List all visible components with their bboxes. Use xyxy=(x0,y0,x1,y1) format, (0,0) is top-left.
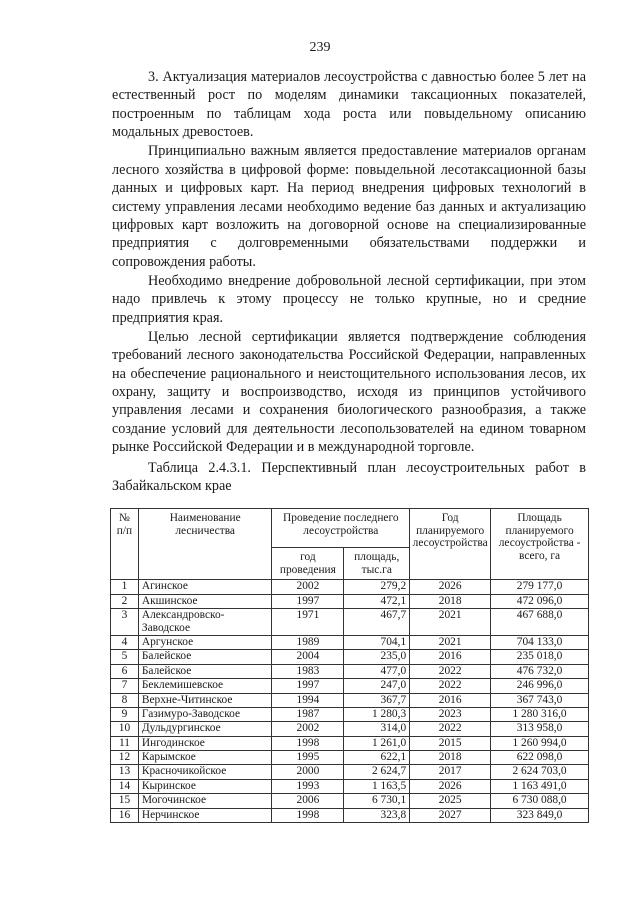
table-row xyxy=(111,736,589,750)
cell-year: 1997 xyxy=(272,594,344,608)
cell-num: 12 xyxy=(111,751,139,765)
cell-name: Беклемишевское xyxy=(138,679,272,693)
cell-area: 704,1 xyxy=(344,635,410,649)
table-row xyxy=(111,635,589,649)
cell-plan-year: 2016 xyxy=(410,693,491,707)
cell-name: Балейское xyxy=(138,664,272,678)
cell-num: 13 xyxy=(111,765,139,779)
cell-total: 704 133,0 xyxy=(491,635,589,649)
cell-num: 11 xyxy=(111,736,139,750)
cell-area: 1 261,0 xyxy=(344,736,410,750)
cell-total: 313 958,0 xyxy=(491,722,589,736)
cell-name: Нерчинское xyxy=(138,808,272,822)
cell-total: 279 177,0 xyxy=(491,580,589,594)
cell-num: 8 xyxy=(111,693,139,707)
cell-area: 247,0 xyxy=(344,679,410,693)
cell-name: Аргунское xyxy=(138,635,272,649)
cell-plan-year: 2021 xyxy=(410,635,491,649)
cell-total: 235 018,0 xyxy=(491,650,589,664)
cell-total: 472 096,0 xyxy=(491,594,589,608)
cell-total: 367 743,0 xyxy=(491,693,589,707)
cell-name: Агинское xyxy=(138,580,272,594)
header-num: № п/п xyxy=(111,509,139,580)
paragraph: Необходимо внедрение добровольной лесной сертификации, при этом надо привлечь к этому процессу не только крупные, но и средние предприятия края. xyxy=(112,272,586,326)
table-row xyxy=(111,679,589,693)
cell-plan-year: 2015 xyxy=(410,736,491,750)
cell-area: 367,7 xyxy=(344,693,410,707)
cell-year: 2000 xyxy=(272,765,344,779)
cell-year: 1983 xyxy=(272,664,344,678)
table-row xyxy=(111,693,589,707)
cell-total: 1 260 994,0 xyxy=(491,736,589,750)
cell-num: 10 xyxy=(111,722,139,736)
cell-plan-year: 2021 xyxy=(410,608,491,635)
table-body xyxy=(111,580,589,823)
cell-total: 476 732,0 xyxy=(491,664,589,678)
cell-area: 477,0 xyxy=(344,664,410,678)
table-row xyxy=(111,608,589,635)
cell-year: 1997 xyxy=(272,679,344,693)
cell-year: 2006 xyxy=(272,794,344,808)
cell-name: Карымское xyxy=(138,751,272,765)
cell-name: Балейское xyxy=(138,650,272,664)
cell-area: 467,7 xyxy=(344,608,410,635)
cell-plan-year: 2016 xyxy=(410,650,491,664)
cell-area: 323,8 xyxy=(344,808,410,822)
cell-plan-year: 2022 xyxy=(410,664,491,678)
table-row xyxy=(111,707,589,721)
cell-area: 1 280,3 xyxy=(344,707,410,721)
cell-num: 16 xyxy=(111,808,139,822)
cell-num: 1 xyxy=(111,580,139,594)
table-row xyxy=(111,594,589,608)
cell-plan-year: 2026 xyxy=(410,779,491,793)
cell-year: 1995 xyxy=(272,751,344,765)
cell-name: Александровско-Заводское xyxy=(138,608,272,635)
cell-area: 6 730,1 xyxy=(344,794,410,808)
header-plan-year: Год планируемого лесоустройства xyxy=(410,509,491,580)
cell-num: 7 xyxy=(111,679,139,693)
cell-plan-year: 2017 xyxy=(410,765,491,779)
cell-total: 323 849,0 xyxy=(491,808,589,822)
table-caption: Таблица 2.4.3.1. Перспективный план лесоустроительных работ в Забайкальском крае xyxy=(112,460,586,495)
table-row xyxy=(111,808,589,822)
cell-total: 467 688,0 xyxy=(491,608,589,635)
cell-plan-year: 2023 xyxy=(410,707,491,721)
cell-year: 1993 xyxy=(272,779,344,793)
cell-year: 1994 xyxy=(272,693,344,707)
cell-area: 2 624,7 xyxy=(344,765,410,779)
cell-plan-year: 2022 xyxy=(410,722,491,736)
cell-plan-year: 2018 xyxy=(410,751,491,765)
cell-num: 3 xyxy=(111,608,139,635)
table-row xyxy=(111,664,589,678)
cell-num: 14 xyxy=(111,779,139,793)
page-number: 239 xyxy=(309,40,331,55)
cell-name: Могочинское xyxy=(138,794,272,808)
cell-total: 622 098,0 xyxy=(491,751,589,765)
cell-total: 1 280 316,0 xyxy=(491,707,589,721)
table-row xyxy=(111,751,589,765)
cell-year: 2002 xyxy=(272,722,344,736)
table-row xyxy=(111,794,589,808)
header-last-area: площадь, тыс.га xyxy=(344,548,410,580)
cell-year: 2004 xyxy=(272,650,344,664)
cell-total: 1 163 491,0 xyxy=(491,779,589,793)
cell-year: 1987 xyxy=(272,707,344,721)
table-row xyxy=(111,650,589,664)
header-last: Проведение последнего лесоустройства xyxy=(272,509,410,548)
cell-total: 6 730 088,0 xyxy=(491,794,589,808)
cell-plan-year: 2022 xyxy=(410,679,491,693)
cell-name: Дульдургинское xyxy=(138,722,272,736)
cell-num: 15 xyxy=(111,794,139,808)
cell-year: 1998 xyxy=(272,736,344,750)
cell-year: 1971 xyxy=(272,608,344,635)
cell-area: 1 163,5 xyxy=(344,779,410,793)
table-row xyxy=(111,765,589,779)
cell-plan-year: 2018 xyxy=(410,594,491,608)
header-last-year: год проведения xyxy=(272,548,344,580)
cell-name: Красночикойское xyxy=(138,765,272,779)
cell-area: 279,2 xyxy=(344,580,410,594)
paragraph: 3. Актуализация материалов лесоустройства с давностью более 5 лет на естественный рост по моделям динамики таксационных показателей, построенным по таблицам хода роста или повыдельному описанию модальных древостоев. xyxy=(112,69,586,141)
body-text xyxy=(112,68,586,457)
cell-num: 5 xyxy=(111,650,139,664)
table-row xyxy=(111,722,589,736)
header-name: Наименование лесничества xyxy=(138,509,272,580)
forest-plan-table xyxy=(110,508,589,823)
table-row xyxy=(111,580,589,594)
cell-num: 4 xyxy=(111,635,139,649)
cell-area: 472,1 xyxy=(344,594,410,608)
cell-num: 2 xyxy=(111,594,139,608)
cell-area: 622,1 xyxy=(344,751,410,765)
paragraph: Принципиально важным является предоставление материалов органам лесного хозяйства в цифровой форме: повыдельной лесотаксационной базы данных и цифровых карт. На период внедрения цифровых технологий в систему управления лесами необходимо ведение баз данных и актуализацию цифровых карт возложить на договорной основе на специализированные предприятия с долговременными обязательствами поддержки и сопровождения работы. xyxy=(112,143,586,270)
cell-plan-year: 2025 xyxy=(410,794,491,808)
cell-total: 246 996,0 xyxy=(491,679,589,693)
cell-name: Газимуро-Заводское xyxy=(138,707,272,721)
cell-plan-year: 2026 xyxy=(410,580,491,594)
cell-year: 2002 xyxy=(272,580,344,594)
cell-area: 314,0 xyxy=(344,722,410,736)
cell-year: 1989 xyxy=(272,635,344,649)
table-row xyxy=(111,779,589,793)
cell-area: 235,0 xyxy=(344,650,410,664)
cell-plan-year: 2027 xyxy=(410,808,491,822)
paragraph: Целью лесной сертификации является подтверждение соблюдения требований лесного законодательства Российской Федерации, направленных на обеспечение рационального и неистощительного использования лесов, их охрану, защиту и воспроизводство, исходя из принципов устойчивого управления лесами и сохранения биологического разнообразия, а также создание условий для деятельности лесопользователей на едином товарном рынке Российской Федерации и в международной торговле. xyxy=(112,328,586,456)
cell-name: Акшинское xyxy=(138,594,272,608)
cell-num: 9 xyxy=(111,707,139,721)
cell-name: Кыринское xyxy=(138,779,272,793)
header-plan-area: Площадь планируемого лесоустройства - всего, га xyxy=(491,509,589,580)
cell-name: Верхне-Читинское xyxy=(138,693,272,707)
cell-num: 6 xyxy=(111,664,139,678)
cell-year: 1998 xyxy=(272,808,344,822)
cell-total: 2 624 703,0 xyxy=(491,765,589,779)
cell-name: Ингодинское xyxy=(138,736,272,750)
